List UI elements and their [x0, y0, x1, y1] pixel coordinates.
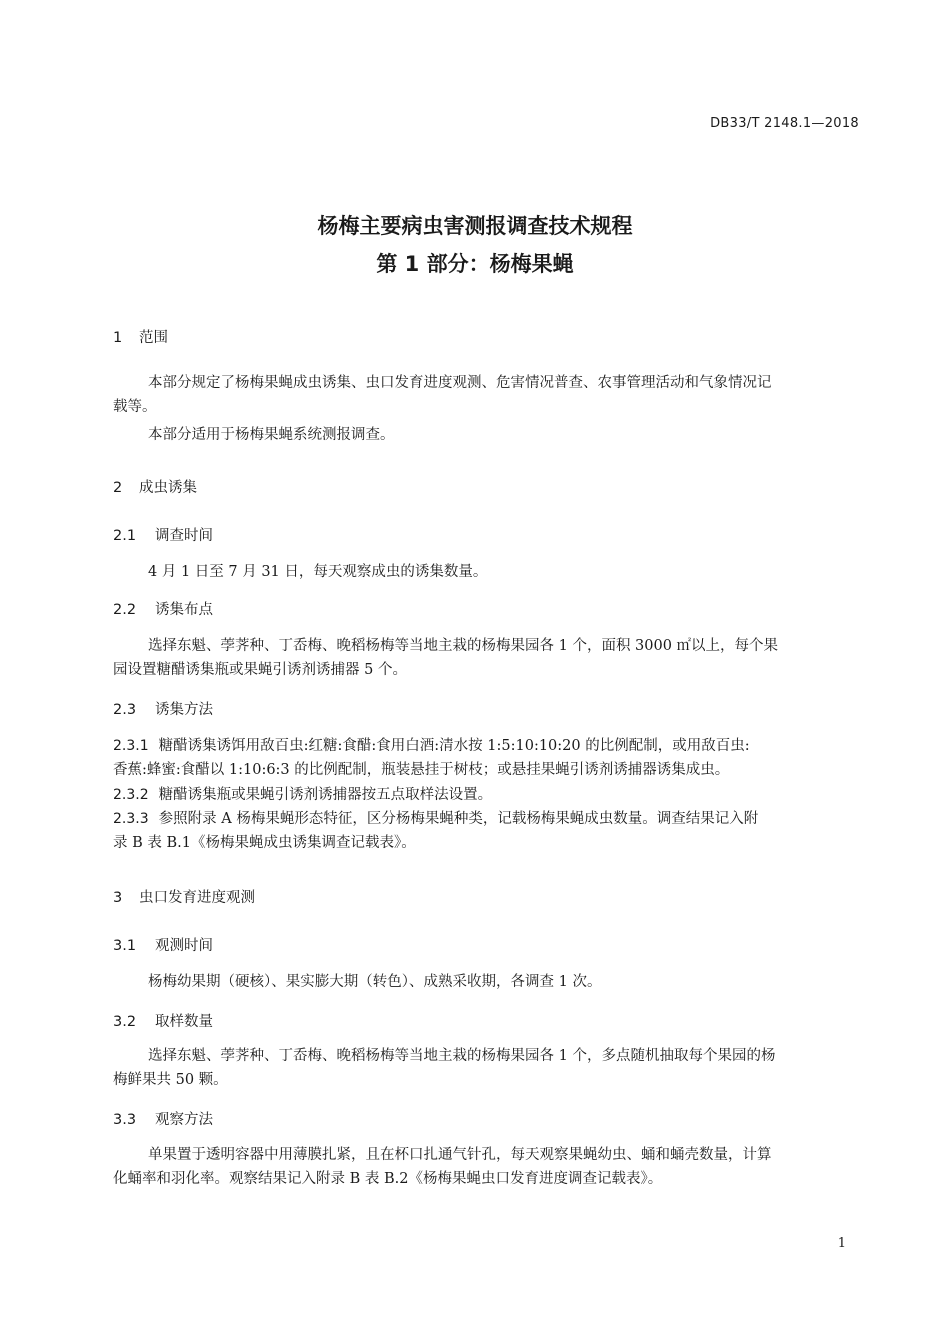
section-title: 成虫诱集: [139, 480, 197, 496]
clause-text: 糖醋诱集瓶或果蝇引诱剂诱捕器按五点取样法设置。: [158, 787, 493, 803]
section-number: 1: [113, 330, 123, 346]
section-1-heading: [113, 326, 168, 347]
paragraph: 杨梅幼果期（硬核）、果实膨大期（转色）、成熟采收期，各调查 1 次。: [148, 974, 602, 990]
subsection-title: 调查时间: [155, 528, 213, 544]
paragraph-continuation: 梅鲜果共 50 颗。: [113, 1072, 228, 1088]
subsection-3-3-heading: [113, 1108, 213, 1129]
clause-2-3-3: [113, 808, 859, 831]
paragraph: 本部分规定了杨梅果蝇成虫诱集、虫口发育进度观测、危害情况普查、农事管理活动和气象情况记: [148, 375, 772, 391]
paragraph-continuation: 园设置糖醋诱集瓶或果蝇引诱剂诱捕器 5 个。: [113, 662, 407, 678]
paragraph: 4 月 1 日至 7 月 31 日，每天观察成虫的诱集数量。: [148, 564, 488, 580]
paragraph: 本部分适用于杨梅果蝇系统测报调查。: [148, 427, 395, 443]
subsection-title: 诱集方法: [155, 702, 213, 718]
subsection-2-1-heading: [113, 524, 213, 545]
clause-2-3-2: [113, 784, 859, 807]
subsection-2-2-heading: [113, 598, 213, 619]
subsection-title: 取样数量: [155, 1014, 213, 1030]
subsection-3-1-heading: [113, 934, 213, 955]
subsection-2-3-heading: [113, 698, 213, 719]
paragraph: 选择东魁、荸荠种、丁岙梅、晚稻杨梅等当地主栽的杨梅果园各 1 个，面积 3000 ㎡以上，每个果: [148, 638, 779, 654]
clause-number: 2.3.2: [113, 787, 149, 803]
paragraph-continuation: 化蛹率和羽化率。观察结果记入附录 B 表 B.2《杨梅果蝇虫口发育进度调查记载表》。: [113, 1171, 663, 1187]
subsection-title: 观测时间: [155, 938, 213, 954]
clause-continuation: 录 B 表 B.1《杨梅果蝇成虫诱集调查记载表》。: [113, 835, 416, 851]
clause-number: 2.3.1: [113, 738, 149, 754]
subsection-number: 3.2: [113, 1014, 137, 1030]
subsection-title: 观察方法: [155, 1112, 213, 1128]
clause-text: 参照附录 A 杨梅果蝇形态特征，区分杨梅果蝇种类，记载杨梅果蝇成虫数量。调查结果记入附: [158, 811, 759, 827]
subsection-3-2-heading: [113, 1010, 213, 1031]
subsection-number: 2.1: [113, 528, 137, 544]
paragraph: 单果置于透明容器中用薄膜扎紧，且在杯口扎通气针孔，每天观察果蝇幼虫、蛹和蛹壳数量，计算: [148, 1147, 772, 1163]
paragraph: 选择东魁、荸荠种、丁岙梅、晚稻杨梅等当地主栽的杨梅果园各 1 个，多点随机抽取每个果园的杨: [148, 1048, 776, 1064]
section-number: 2: [113, 480, 123, 496]
section-3-heading: [113, 886, 255, 907]
subsection-number: 2.2: [113, 602, 137, 618]
subsection-number: 3.1: [113, 938, 137, 954]
clause-continuation: 香蕉:蜂蜜:食醋以 1:10:6:3 的比例配制，瓶装悬挂于树枝；或悬挂果蝇引诱剂诱捕器诱集成虫。: [113, 762, 730, 778]
clause-number: 2.3.3: [113, 811, 149, 827]
document-subtitle: 第 1 部分：杨梅果蝇: [376, 252, 574, 276]
subsection-number: 3.3: [113, 1112, 137, 1128]
section-number: 3: [113, 890, 123, 906]
document-title: 杨梅主要病虫害测报调查技术规程: [317, 214, 633, 238]
subsection-title: 诱集布点: [155, 602, 213, 618]
standard-code: DB33/T 2148.1—2018: [710, 116, 859, 131]
page-number: 1: [837, 1236, 846, 1251]
section-2-heading: [113, 476, 197, 497]
subsection-number: 2.3: [113, 702, 137, 718]
clause-2-3-1: [113, 735, 859, 758]
section-title: 虫口发育进度观测: [139, 890, 255, 906]
paragraph-continuation: 载等。: [113, 399, 157, 415]
clause-text: 糖醋诱集诱饵用敌百虫:红糖:食醋:食用白酒:清水按 1:5:10:10:20 的比例配制，或用敌百虫:: [158, 738, 750, 754]
section-title: 范围: [139, 330, 168, 346]
